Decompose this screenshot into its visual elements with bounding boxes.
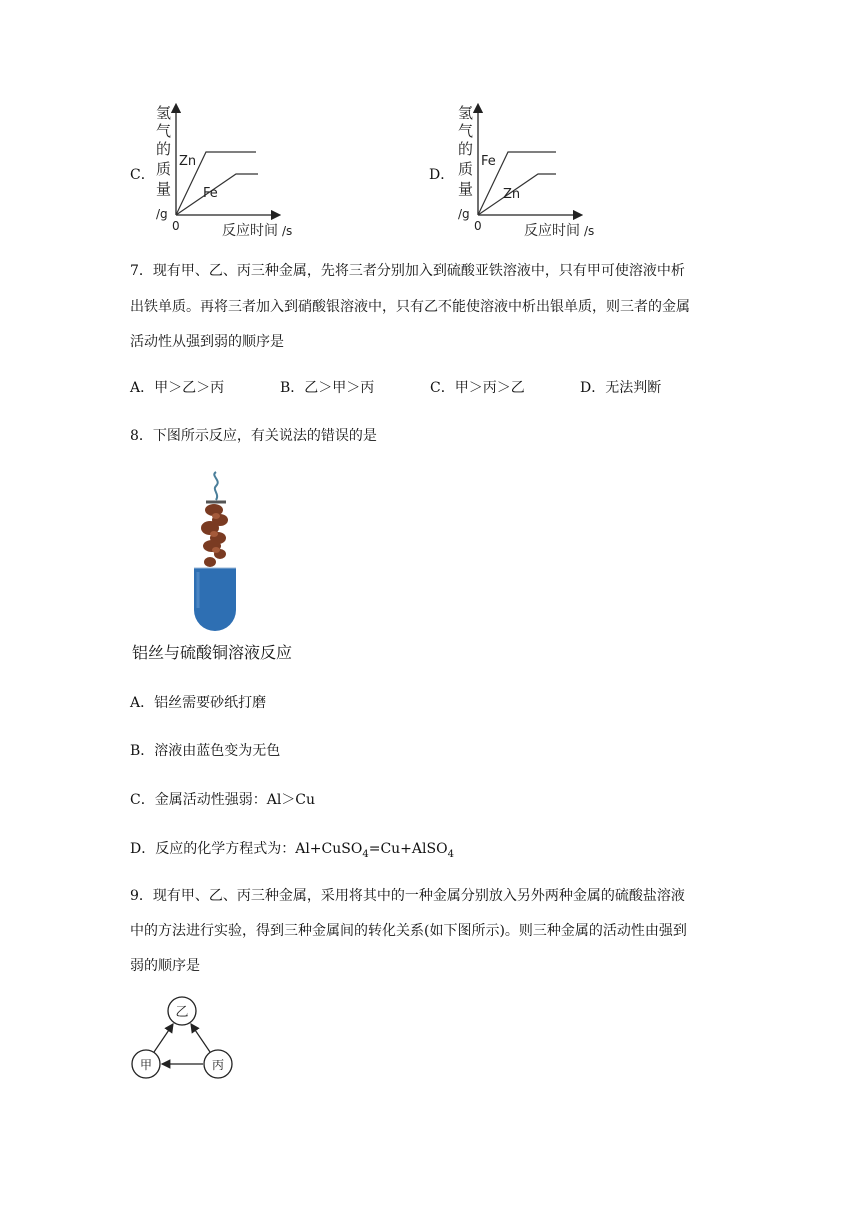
graph-option-c (150, 100, 300, 240)
q7-option-b[interactable]: B．乙＞甲＞丙 (280, 380, 375, 396)
arrow-jia-to-yi (154, 1024, 173, 1052)
y-axis-char: 的 (156, 140, 172, 158)
y-axis-char: 氢 (156, 104, 172, 122)
fe-label: Fe (481, 154, 496, 169)
y-axis-char: 气 (458, 122, 474, 140)
q8-option-d[interactable] (130, 838, 454, 860)
q7-line-1: 7．现有甲、乙、丙三种金属，先将三者分别加入到硫酸亚铁溶液中，只有甲可使溶液中析 (130, 263, 685, 279)
subscript: 4 (447, 848, 454, 860)
origin-label: 0 (172, 219, 180, 233)
fe-label: Fe (203, 186, 218, 201)
q8-option-c[interactable]: C．金属活动性强弱：Al＞Cu (130, 792, 316, 808)
y-axis-char: 量 (458, 180, 474, 198)
q7-line-3: 活动性从强到弱的顺序是 (130, 334, 284, 350)
option-d-label: D． (429, 167, 455, 183)
q8-option-d-prefix: D．反应的化学方程式为：Al+CuSO (130, 841, 363, 857)
y-axis-char: 质 (156, 160, 172, 178)
q7-line-2: 出铁单质。再将三者加入到硝酸银溶液中，只有乙不能使溶液中析出银单质，则三者的金属 (130, 299, 690, 315)
x-axis-label: 反应时间 (222, 223, 278, 239)
x-axis-unit: /s (584, 224, 595, 238)
q9-line-1: 9．现有甲、乙、丙三种金属，采用将其中的一种金属分别放入另外两种金属的硫酸盐溶液 (130, 888, 685, 904)
y-axis-char: 量 (156, 180, 172, 198)
q7-option-c[interactable]: C．甲＞丙＞乙 (430, 380, 525, 396)
graph-option-d (452, 100, 602, 240)
q8-test-tube-image (180, 470, 250, 635)
y-axis-unit: /g (458, 207, 470, 221)
y-axis-unit: /g (156, 207, 168, 221)
q9-line-2: 中的方法进行实验，得到三种金属间的转化关系(如下图所示)。则三种金属的活动性由强到 (130, 923, 687, 939)
node-top-label: 乙 (175, 1005, 189, 1020)
x-axis-unit: /s (282, 224, 293, 238)
q7-option-d[interactable]: D．无法判断 (580, 380, 662, 396)
q9-conversion-diagram (126, 992, 238, 1084)
y-axis-char: 的 (458, 140, 474, 158)
y-axis-char: 气 (156, 122, 172, 140)
x-axis-label: 反应时间 (524, 223, 580, 239)
q8-option-d-mid: =Cu+AlSO (368, 841, 448, 857)
y-axis-char: 氢 (458, 104, 474, 122)
node-left-label: 甲 (139, 1058, 153, 1072)
subscript: 4 (362, 848, 369, 860)
q9-line-3: 弱的顺序是 (130, 958, 200, 974)
node-right-label: 丙 (211, 1058, 225, 1072)
arrow-bing-to-yi (191, 1024, 210, 1052)
q8-option-a[interactable]: A．铝丝需要砂纸打磨 (130, 695, 267, 711)
q8-option-b[interactable]: B．溶液由蓝色变为无色 (130, 743, 281, 759)
y-axis-char: 质 (458, 160, 474, 178)
zn-label: Zn (179, 154, 197, 169)
zn-label: Zn (503, 187, 521, 202)
q8-image-caption: 铝丝与硫酸铜溶液反应 (132, 643, 293, 662)
origin-label: 0 (474, 219, 482, 233)
q8-stem: 8．下图所示反应，有关说法的错误的是 (130, 428, 377, 444)
option-c-label: C． (130, 167, 155, 183)
q7-option-a[interactable]: A．甲＞乙＞丙 (130, 380, 225, 396)
